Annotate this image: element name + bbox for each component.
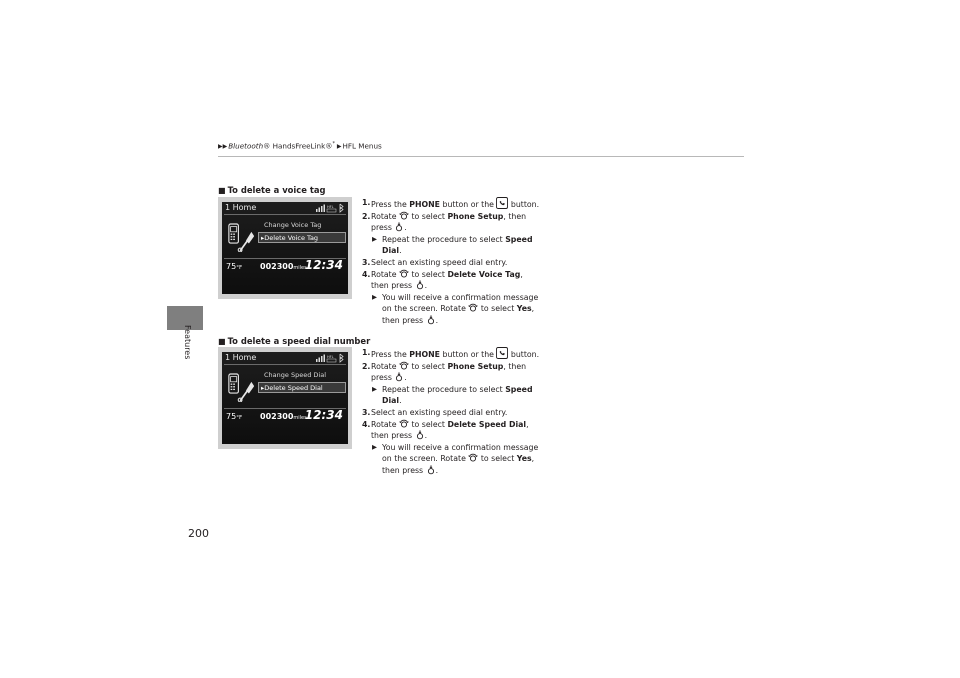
step-text: . — [404, 223, 407, 233]
step-text: . — [424, 281, 428, 291]
step-text: , — [531, 454, 535, 464]
step-text: then press — [371, 281, 415, 291]
temperature-value: 75 — [226, 262, 237, 271]
header-rule — [218, 156, 744, 157]
section-heading — [218, 185, 326, 195]
phone-settings-icon — [228, 372, 254, 402]
step-text: Select an existing speed dial entry. — [371, 257, 508, 267]
step-text: on the screen. Rotate — [382, 304, 469, 314]
press-knob-icon — [426, 465, 439, 475]
step-text: . — [424, 431, 428, 441]
screen-divider — [224, 364, 346, 365]
step-text: to select — [409, 211, 448, 221]
step-text: then press — [382, 315, 426, 325]
step-bold: PHONE — [409, 350, 441, 359]
selector-knob-icon — [399, 269, 409, 279]
step-text: Select an existing speed dial entry. — [371, 407, 508, 417]
step-text: . — [435, 465, 439, 475]
svg-text:HFL: HFL — [327, 355, 334, 359]
step-number: 2. — [362, 211, 371, 221]
status-icons — [316, 203, 346, 213]
breadcrumb-hfl-menus[interactable]: HFL Menus — [342, 141, 382, 151]
step-number: 1. — [362, 348, 371, 357]
step-bold: Dial — [382, 246, 400, 256]
step-bold: Yes — [516, 304, 532, 314]
step-number: 3. — [362, 257, 371, 267]
step-4 — [362, 419, 572, 442]
temperature-unit: °F — [236, 265, 243, 271]
press-knob-icon — [394, 372, 407, 383]
svg-text:HFL: HFL — [327, 205, 334, 209]
step-bold: Speed — [505, 384, 533, 394]
square-bullet-icon: ■ — [218, 337, 226, 346]
press-knob-icon — [415, 430, 428, 441]
step-text: . — [399, 396, 402, 406]
step-2-sub — [362, 384, 572, 407]
step-text: then press — [371, 431, 415, 441]
breadcrumb-bluetooth[interactable]: Bluetooth — [228, 141, 264, 151]
temperature — [226, 412, 242, 421]
sub-step-arrow-icon: ▶ — [372, 234, 377, 243]
steps-list — [362, 347, 572, 477]
sub-step-arrow-icon: ▶ — [372, 292, 377, 301]
step-bold: PHONE — [409, 200, 441, 209]
step-text: to select — [409, 269, 448, 279]
step-2 — [362, 361, 572, 384]
selection-arrow-icon: ▸ — [261, 234, 265, 242]
menu-item-label: Delete Speed Dial — [264, 384, 323, 392]
screen-inner — [222, 352, 348, 444]
section-heading-text: To delete a voice tag — [227, 185, 326, 195]
step-4-sub — [362, 292, 572, 327]
step-bold: Delete Voice Tag — [447, 269, 521, 279]
step-text: to select — [478, 304, 517, 314]
step-text: Repeat the procedure to select — [382, 384, 506, 394]
step-text: button or the — [440, 200, 497, 209]
step-text: . — [404, 373, 407, 383]
step-text: press — [371, 373, 395, 383]
step-2-sub — [362, 234, 572, 257]
odometer — [260, 412, 307, 421]
step-1 — [362, 197, 572, 211]
step-text: , then — [503, 211, 527, 221]
step-text: Press the — [371, 200, 410, 209]
step-number: 4. — [362, 419, 371, 429]
selection-arrow-icon: ▸ — [261, 384, 265, 392]
step-number: 3. — [362, 407, 371, 417]
step-text: to select — [409, 361, 448, 371]
odometer-unit: miles — [293, 265, 307, 271]
selector-knob-icon — [399, 211, 409, 221]
step-bold: Speed — [505, 234, 533, 244]
step-bold: Phone Setup — [447, 361, 504, 371]
menu-item-label: Delete Voice Tag — [264, 234, 319, 242]
step-text: button. — [508, 200, 540, 209]
steps-list — [362, 197, 572, 327]
step-text: Rotate — [371, 211, 400, 221]
selector-knob-icon — [399, 361, 409, 371]
selector-knob-icon — [468, 303, 478, 313]
side-label: Features — [183, 325, 192, 360]
clock: 12:34 — [304, 408, 343, 422]
step-text: , — [526, 419, 529, 429]
selector-knob-icon — [468, 453, 478, 463]
phone-button-icon — [496, 197, 508, 209]
step-text: to select — [409, 419, 448, 429]
step-text: . — [399, 246, 402, 256]
display-screen — [218, 197, 352, 299]
square-bullet-icon: ■ — [218, 186, 226, 195]
step-text: , — [520, 269, 523, 279]
section-heading — [218, 336, 370, 346]
phone-settings-icon — [228, 222, 254, 252]
screen-title: 1 Home — [225, 353, 257, 362]
step-number: 1. — [362, 198, 371, 207]
breadcrumb-arrow-icon: ▶ — [334, 143, 342, 151]
step-4-sub — [362, 442, 572, 477]
breadcrumb-arrow-icon: ▶▶ — [218, 143, 228, 151]
sub-step-arrow-icon: ▶ — [372, 442, 377, 451]
step-bold: Dial — [382, 396, 400, 406]
step-text: Repeat the procedure to select — [382, 234, 506, 244]
step-bold: Phone Setup — [447, 211, 504, 221]
clock: 12:34 — [304, 258, 343, 272]
odometer-value: 002300 — [260, 262, 294, 271]
step-4 — [362, 269, 572, 292]
step-bold: Delete Speed Dial — [447, 419, 527, 429]
breadcrumb-handsfreelink[interactable]: ® HandsFreeLink® — [263, 141, 333, 151]
step-text: button. — [508, 350, 540, 359]
temperature — [226, 262, 242, 271]
step-text: , then — [503, 361, 527, 371]
step-1 — [362, 347, 572, 361]
temperature-unit: °F — [236, 415, 243, 421]
page-number: 200 — [188, 527, 209, 540]
temperature-value: 75 — [226, 412, 237, 421]
step-text: Rotate — [371, 361, 400, 371]
press-knob-icon — [394, 222, 407, 233]
step-number: 4. — [362, 269, 371, 279]
step-text: button or the — [440, 350, 497, 359]
phone-button-icon — [496, 347, 508, 359]
status-icons — [316, 353, 346, 363]
step-text: Press the — [371, 350, 410, 359]
menu-item-change-speed-dial[interactable]: Change Speed Dial — [264, 371, 326, 379]
screen-inner — [222, 202, 348, 294]
step-2 — [362, 211, 572, 234]
step-3 — [362, 407, 572, 419]
breadcrumb — [218, 140, 382, 151]
breadcrumb-star: * — [332, 141, 335, 147]
step-bold: Yes — [516, 454, 532, 464]
odometer-value: 002300 — [260, 412, 294, 421]
press-knob-icon — [415, 280, 428, 291]
screen-title: 1 Home — [225, 203, 257, 212]
step-text: . — [435, 315, 439, 325]
step-text: Rotate — [371, 419, 400, 429]
menu-item-delete-speed-dial[interactable] — [258, 382, 346, 393]
step-text: , — [531, 304, 535, 314]
step-text: on the screen. Rotate — [382, 454, 469, 464]
odometer-unit: miles — [293, 415, 307, 421]
screen-divider — [224, 214, 346, 215]
selector-knob-icon — [399, 419, 409, 429]
step-text: You will receive a confirmation message — [382, 442, 539, 452]
side-label-wrap — [183, 325, 226, 360]
step-text: press — [371, 223, 395, 233]
step-text: You will receive a confirmation message — [382, 292, 539, 302]
sub-step-arrow-icon: ▶ — [372, 384, 377, 393]
step-text: then press — [382, 465, 426, 475]
press-knob-icon — [426, 315, 439, 325]
display-screen — [218, 347, 352, 449]
odometer — [260, 262, 307, 271]
step-text: Rotate — [371, 269, 400, 279]
section-heading-text: To delete a speed dial number — [227, 336, 371, 346]
step-number: 2. — [362, 361, 371, 371]
step-text: to select — [478, 454, 517, 464]
menu-item-change-voice-tag[interactable]: Change Voice Tag — [264, 221, 322, 229]
step-3 — [362, 257, 572, 269]
menu-item-delete-voice-tag[interactable] — [258, 232, 346, 243]
